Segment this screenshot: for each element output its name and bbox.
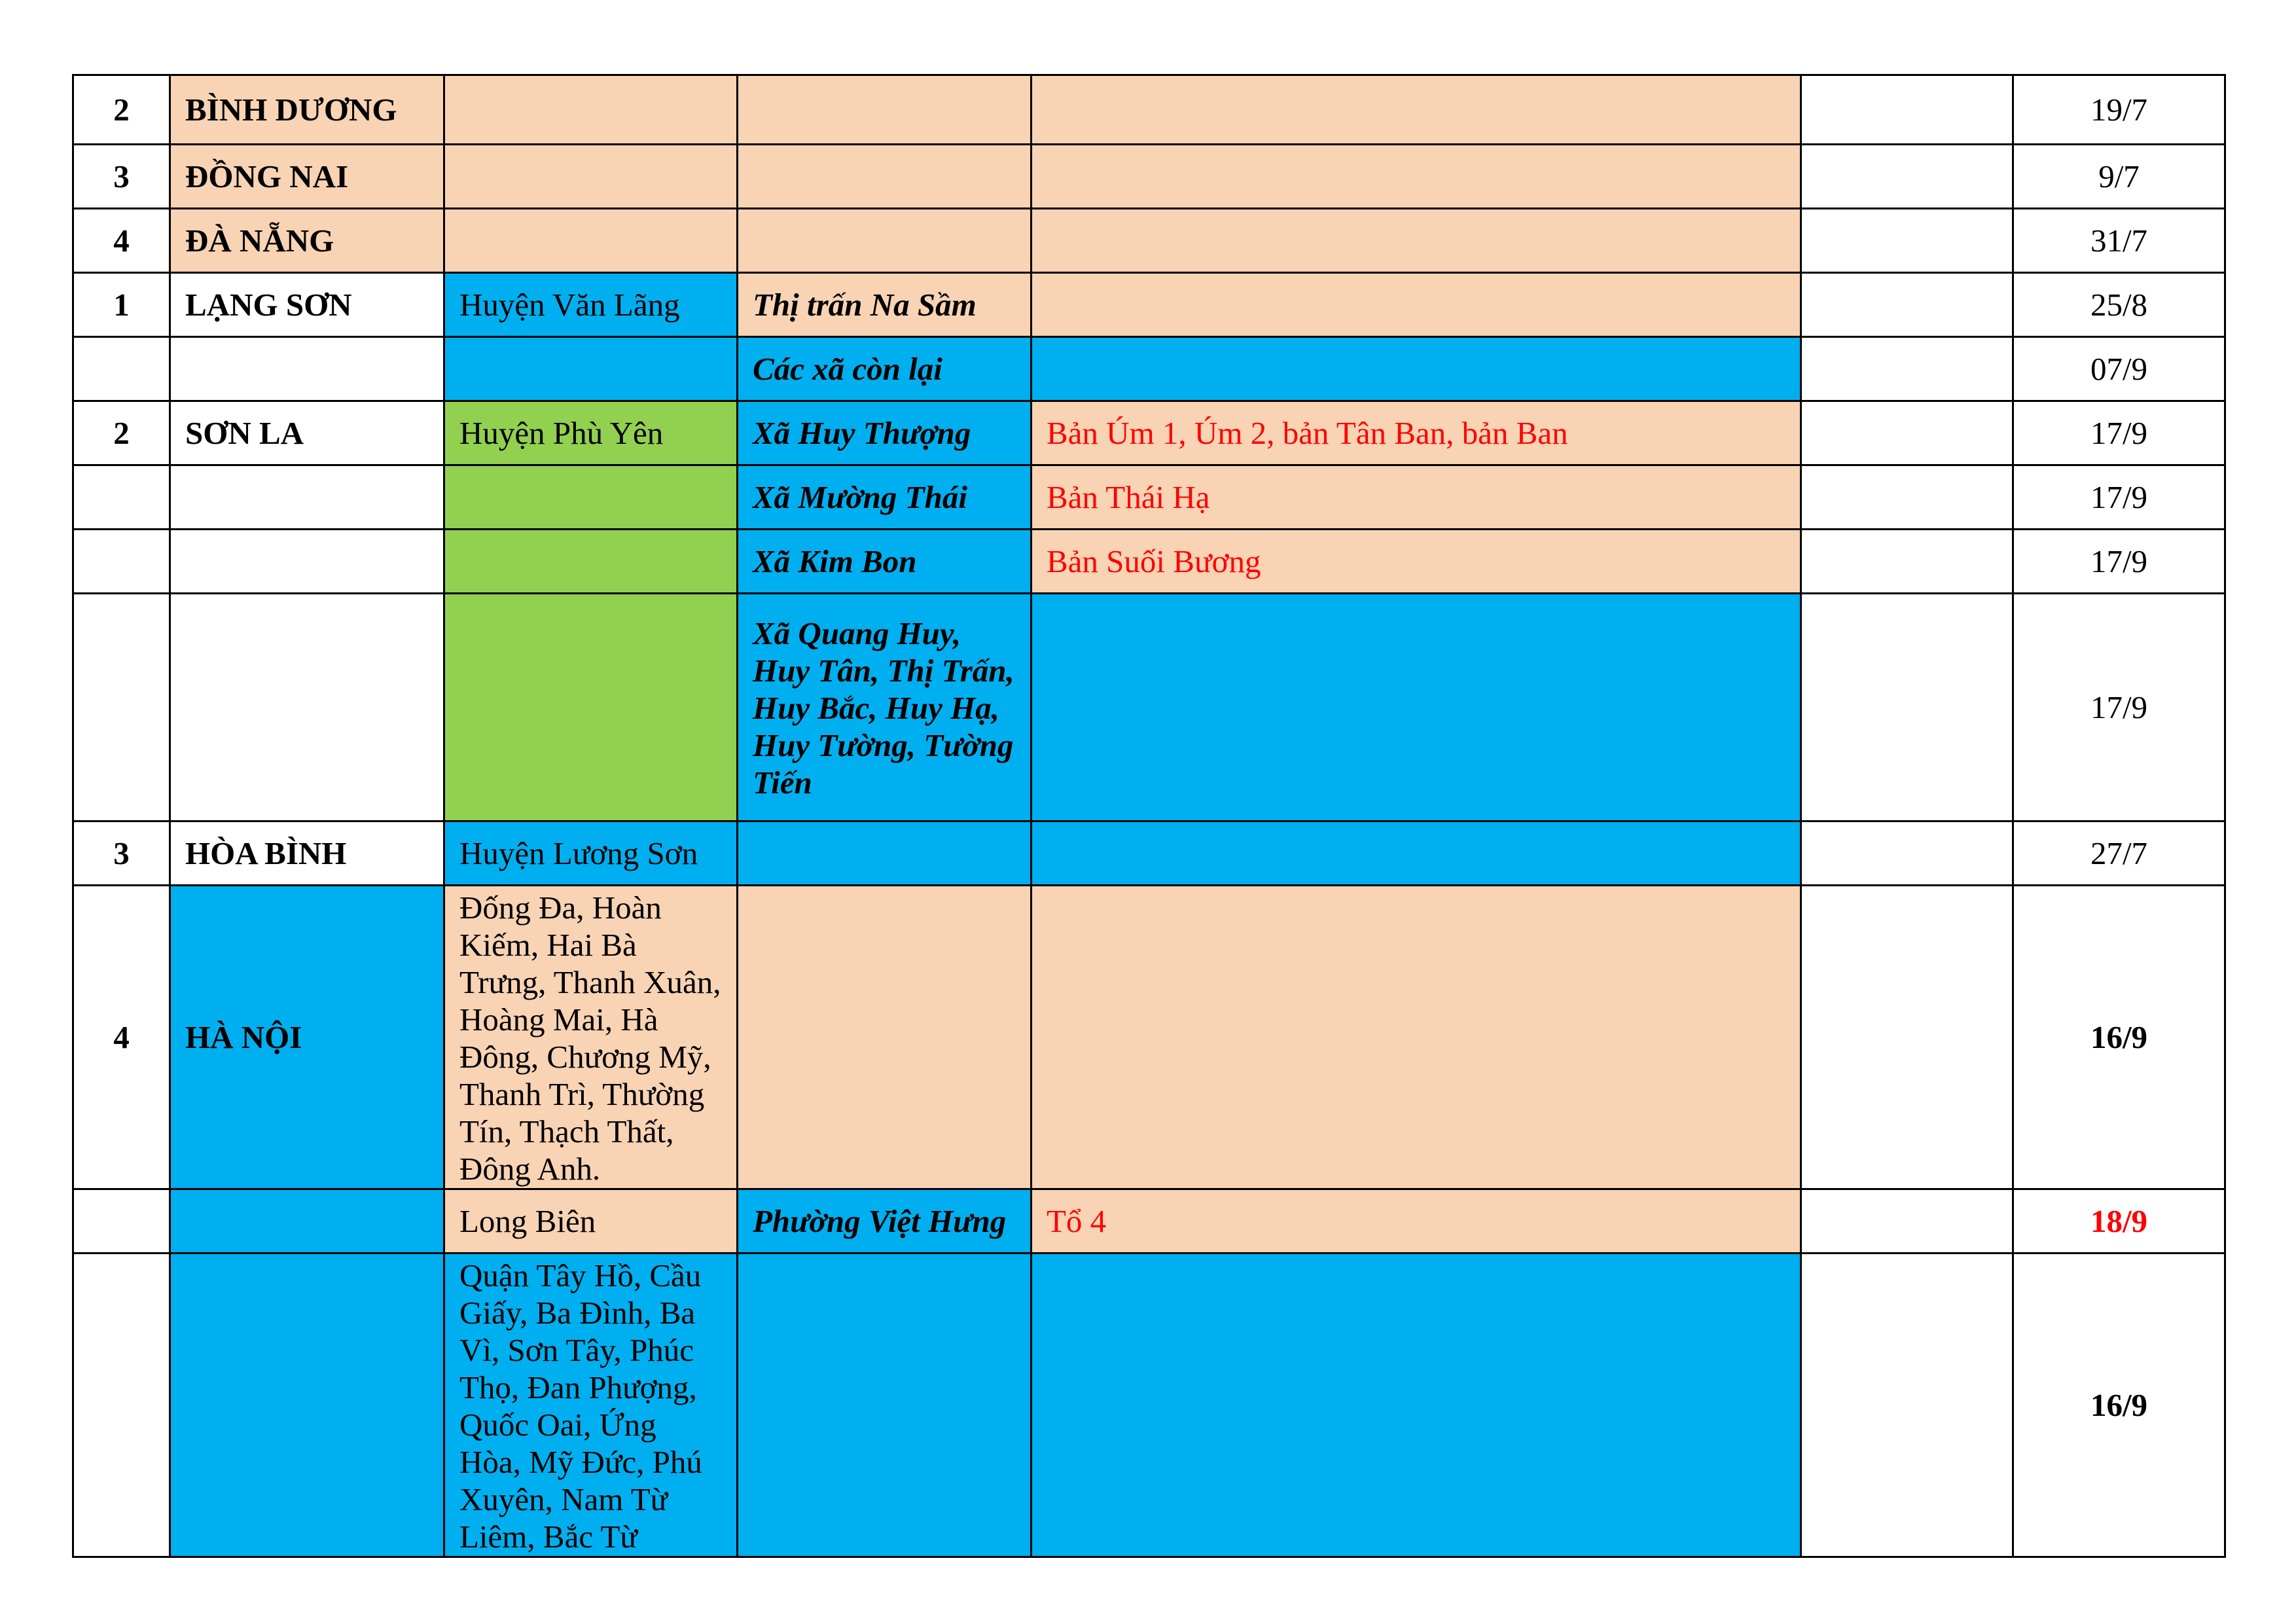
hamlet-cell: Tổ 4 [1031, 1189, 1801, 1254]
table-row [73, 465, 2225, 530]
province-cell [170, 1254, 444, 1557]
row-number [73, 1254, 170, 1557]
province-cell [170, 530, 444, 594]
hamlet-cell [1031, 821, 1801, 886]
hamlet-cell [1031, 886, 1801, 1189]
hamlet-cell [1031, 209, 1801, 273]
hamlet-cell [1031, 273, 1801, 337]
hamlet-cell: Bản Suối Bương [1031, 530, 1801, 594]
table-row [73, 401, 2225, 465]
province-cell: BÌNH DƯƠNG [170, 75, 444, 145]
row-number [73, 530, 170, 594]
ward-cell: Xã Mường Thái [738, 465, 1031, 530]
district-cell [444, 594, 738, 821]
date-cell: 25/8 [2013, 273, 2225, 337]
hamlet-cell: Bản Thái Hạ [1031, 465, 1801, 530]
date-cell: 17/9 [2013, 594, 2225, 821]
district-cell [444, 145, 738, 209]
row-number [73, 1189, 170, 1254]
hamlet-cell: Bản Úm 1, Úm 2, bản Tân Ban, bản Ban [1031, 401, 1801, 465]
ward-cell: Các xã còn lại [738, 337, 1031, 401]
ward-cell [738, 1254, 1031, 1557]
province-cell [170, 337, 444, 401]
table-row [73, 75, 2225, 145]
ward-cell: Xã Quang Huy, Huy Tân, Thị Trấn, Huy Bắc, Huy Hạ, Huy Tường, Tường Tiến [738, 594, 1031, 821]
table-row [73, 337, 2225, 401]
note-cell [1801, 209, 2013, 273]
row-number: 4 [73, 886, 170, 1189]
row-number: 2 [73, 401, 170, 465]
note-cell [1801, 273, 2013, 337]
table-row [73, 886, 2225, 1189]
hamlet-cell [1031, 75, 1801, 145]
row-number: 2 [73, 75, 170, 145]
date-cell: 17/9 [2013, 401, 2225, 465]
date-cell: 17/9 [2013, 530, 2225, 594]
ward-cell [738, 75, 1031, 145]
note-cell [1801, 1254, 2013, 1557]
district-cell [444, 75, 738, 145]
row-number [73, 337, 170, 401]
note-cell [1801, 1189, 2013, 1254]
province-cell [170, 1189, 444, 1254]
district-cell [444, 209, 738, 273]
date-cell: 17/9 [2013, 465, 2225, 530]
district-cell: Huyện Phù Yên [444, 401, 738, 465]
table-row [73, 821, 2225, 886]
province-cell: ĐỒNG NAI [170, 145, 444, 209]
district-cell: Đống Đa, Hoàn Kiếm, Hai Bà Trưng, Thanh Xuân, Hoàng Mai, Hà Đông, Chương Mỹ, Thanh Trì, Thường Tín, Thạch Thất, Đông Anh. [444, 886, 738, 1189]
province-cell: HÀ NỘI [170, 886, 444, 1189]
row-number [73, 594, 170, 821]
date-cell: 16/9 [2013, 886, 2225, 1189]
table-row [73, 273, 2225, 337]
district-cell: Huyện Lương Sơn [444, 821, 738, 886]
note-cell [1801, 337, 2013, 401]
district-cell [444, 337, 738, 401]
ward-cell [738, 821, 1031, 886]
note-cell [1801, 145, 2013, 209]
note-cell [1801, 886, 2013, 1189]
row-number: 4 [73, 209, 170, 273]
table-row [73, 209, 2225, 273]
ward-cell: Xã Huy Thượng [738, 401, 1031, 465]
ward-cell [738, 145, 1031, 209]
table-row [73, 145, 2225, 209]
note-cell [1801, 821, 2013, 886]
hamlet-cell [1031, 337, 1801, 401]
date-cell: 31/7 [2013, 209, 2225, 273]
province-cell [170, 465, 444, 530]
hamlet-cell [1031, 145, 1801, 209]
province-cell: SƠN LA [170, 401, 444, 465]
ward-cell: Xã Kim Bon [738, 530, 1031, 594]
ward-cell [738, 209, 1031, 273]
row-number: 3 [73, 821, 170, 886]
date-cell: 07/9 [2013, 337, 2225, 401]
note-cell [1801, 465, 2013, 530]
date-cell: 27/7 [2013, 821, 2225, 886]
row-number [73, 465, 170, 530]
district-cell [444, 530, 738, 594]
hamlet-cell [1031, 1254, 1801, 1557]
district-cell [444, 465, 738, 530]
hamlet-cell [1031, 594, 1801, 821]
row-number: 1 [73, 273, 170, 337]
table-row [73, 1189, 2225, 1254]
district-cell: Huyện Văn Lãng [444, 273, 738, 337]
date-cell: 19/7 [2013, 75, 2225, 145]
district-cell: Quận Tây Hồ, Cầu Giấy, Ba Đình, Ba Vì, Sơn Tây, Phúc Thọ, Đan Phượng, Quốc Oai, Ứng Hòa, Mỹ Đức, Phú Xuyên, Nam Từ Liêm, Bắc Từ [444, 1254, 738, 1557]
district-cell: Long Biên [444, 1189, 738, 1254]
ward-cell: Thị trấn Na Sầm [738, 273, 1031, 337]
note-cell [1801, 401, 2013, 465]
table-row [73, 530, 2225, 594]
note-cell [1801, 75, 2013, 145]
date-cell: 18/9 [2013, 1189, 2225, 1254]
province-cell: ĐÀ NẴNG [170, 209, 444, 273]
province-cell [170, 594, 444, 821]
ward-cell [738, 886, 1031, 1189]
table-row [73, 594, 2225, 821]
ward-cell: Phường Việt Hưng [738, 1189, 1031, 1254]
note-cell [1801, 530, 2013, 594]
date-cell: 16/9 [2013, 1254, 2225, 1557]
table-row [73, 1254, 2225, 1557]
province-cell: HÒA BÌNH [170, 821, 444, 886]
province-cell: LẠNG SƠN [170, 273, 444, 337]
date-cell: 9/7 [2013, 145, 2225, 209]
row-number: 3 [73, 145, 170, 209]
note-cell [1801, 594, 2013, 821]
zone-schedule-table [72, 74, 2226, 1558]
